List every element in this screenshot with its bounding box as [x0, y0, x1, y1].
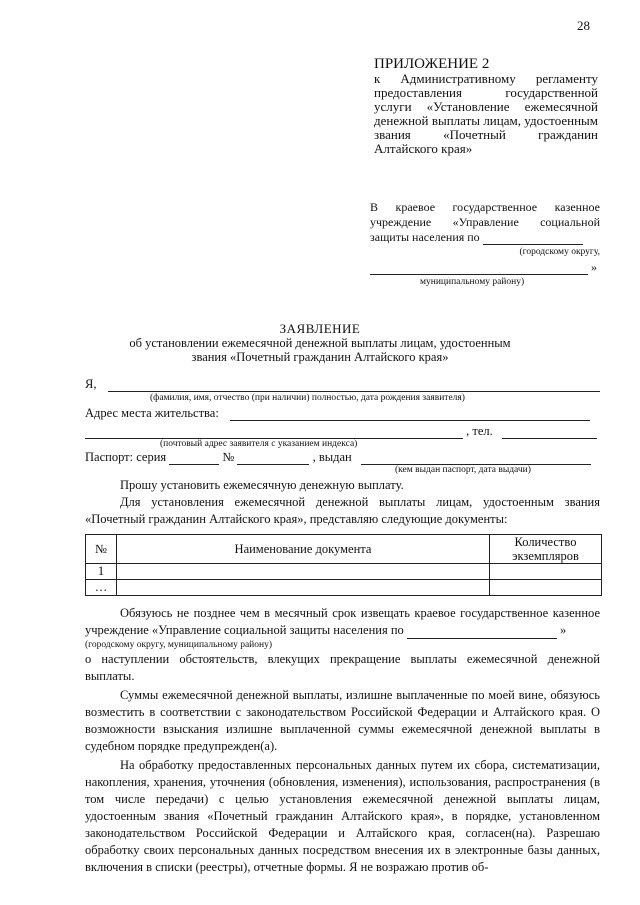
addressee-block	[370, 200, 600, 290]
addressee-hint-2: муниципальному району)	[420, 277, 525, 287]
request-line-1: Прошу установить ежемесячную денежную выплату.	[120, 478, 404, 492]
address-field[interactable]	[230, 408, 590, 421]
addressee-hint-1: (городскому округу,	[519, 247, 600, 257]
row-num: …	[86, 580, 117, 596]
passport-number-label: №	[222, 450, 235, 464]
request-line-2: Для установления ежемесячной денежной выплаты лицам, удостоенным звания «Почетный гражданин Алтайского края», представляю следующие документы:	[85, 495, 600, 526]
statement-title	[100, 322, 540, 364]
col-qty-header	[490, 535, 602, 564]
address-hint: (почтовый адрес заявителя с указанием индекса)	[160, 439, 358, 449]
tel-field[interactable]	[502, 426, 597, 439]
passport-issued-field[interactable]	[361, 452, 591, 465]
title-heading: ЗАЯВЛЕНИЕ	[279, 321, 361, 336]
district-field-cont[interactable]	[370, 262, 588, 275]
passport-number-field[interactable]	[237, 452, 309, 465]
obligation-hint: (городскому округу, муниципальному району)	[85, 640, 273, 650]
obligation-p2: Суммы ежемесячной денежной выплаты, излишне выплаченные по моей вине, обязуюсь возместить в соответствии с законодательством Российской Федерации и Алтайского края. О возможности взыскания излишне выплаченной суммы ежемесячной денежной выплаты в судебном порядке предупрежден(а).	[85, 688, 600, 753]
fio-hint: (фамилия, имя, отчество (при наличии) полностью, дата рождения заявителя)	[150, 393, 465, 403]
obligation-quote: »	[560, 623, 567, 637]
col-qty-line1: Количество	[514, 535, 577, 549]
passport-row	[85, 450, 605, 465]
table-row	[86, 564, 602, 580]
appendix-text: к Административному регламенту предоставления государственной услуги «Установление ежемесячной денежной выплаты лицам, удостоенным звания «Почетный гражданин Алтайского края»	[374, 71, 598, 156]
address-row	[85, 406, 605, 421]
address-label: Адрес места жительства:	[85, 406, 219, 420]
documents-table	[85, 534, 602, 596]
title-subtitle-2: звания «Почетный гражданин Алтайского края»	[191, 350, 449, 364]
obligation-p1-start: Обязуюсь не позднее чем в месячный срок извещать краевое государственное казенное учреждение «Управление социальной защиты населения по	[85, 606, 600, 637]
row-name-cell[interactable]	[117, 580, 490, 596]
address-field-cont[interactable]	[85, 426, 463, 439]
passport-series-label: Паспорт: серия	[85, 450, 167, 464]
fio-row	[85, 377, 605, 392]
passport-issued-label: , выдан	[312, 450, 352, 464]
appendix-block	[374, 56, 598, 156]
i-label: Я,	[85, 377, 97, 391]
row-qty-cell[interactable]	[490, 564, 602, 580]
appendix-title: ПРИЛОЖЕНИЕ 2	[374, 56, 490, 72]
row-num: 1	[86, 564, 117, 580]
page-number: 28	[577, 18, 590, 33]
district-field[interactable]	[483, 232, 583, 245]
col-qty-line2: экземпляров	[512, 549, 579, 563]
col-num-header: №	[86, 535, 117, 564]
passport-hint: (кем выдан паспорт, дата выдачи)	[395, 465, 531, 475]
table-header	[86, 535, 602, 564]
obligation-block	[85, 605, 600, 876]
title-subtitle-1: об установлении ежемесячной денежной выплаты лицам, удостоенным	[129, 336, 511, 350]
passport-series-field[interactable]	[169, 452, 219, 465]
addressee-text: В краевое государственное казенное учреждение «Управление социальной защиты населения по	[370, 200, 600, 244]
obligation-district-field[interactable]	[407, 626, 557, 639]
row-qty-cell[interactable]	[490, 580, 602, 596]
obligation-p1-end: о наступлении обстоятельств, влекущих прекращение выплаты ежемесячной денежной выплаты.	[85, 652, 600, 683]
col-name-header: Наименование документа	[117, 535, 490, 564]
addressee-quote: »	[591, 260, 597, 274]
table-row	[86, 580, 602, 596]
obligation-p3: На обработку предоставленных персональных данных путем их сбора, систематизации, накопления, хранения, уточнения (обновления, изменения), использования, распространения (в том числе передачи) с целью установления ежемесячной денежной выплаты лицам, удостоенным звания «Почетный гражданин Алтайского края», в порядке, установленном законодательством Российской Федерации и Алтайского края, согласен(на). Разрешаю обработку своих персональных данных посредством внесения их в электронные базы данных, включения в списки (реестры), отчетные формы. Я не возражаю против об-	[85, 758, 600, 874]
address-row-2	[85, 424, 605, 439]
row-name-cell[interactable]	[117, 564, 490, 580]
tel-label: , тел.	[466, 424, 493, 438]
fio-field[interactable]	[108, 379, 600, 392]
